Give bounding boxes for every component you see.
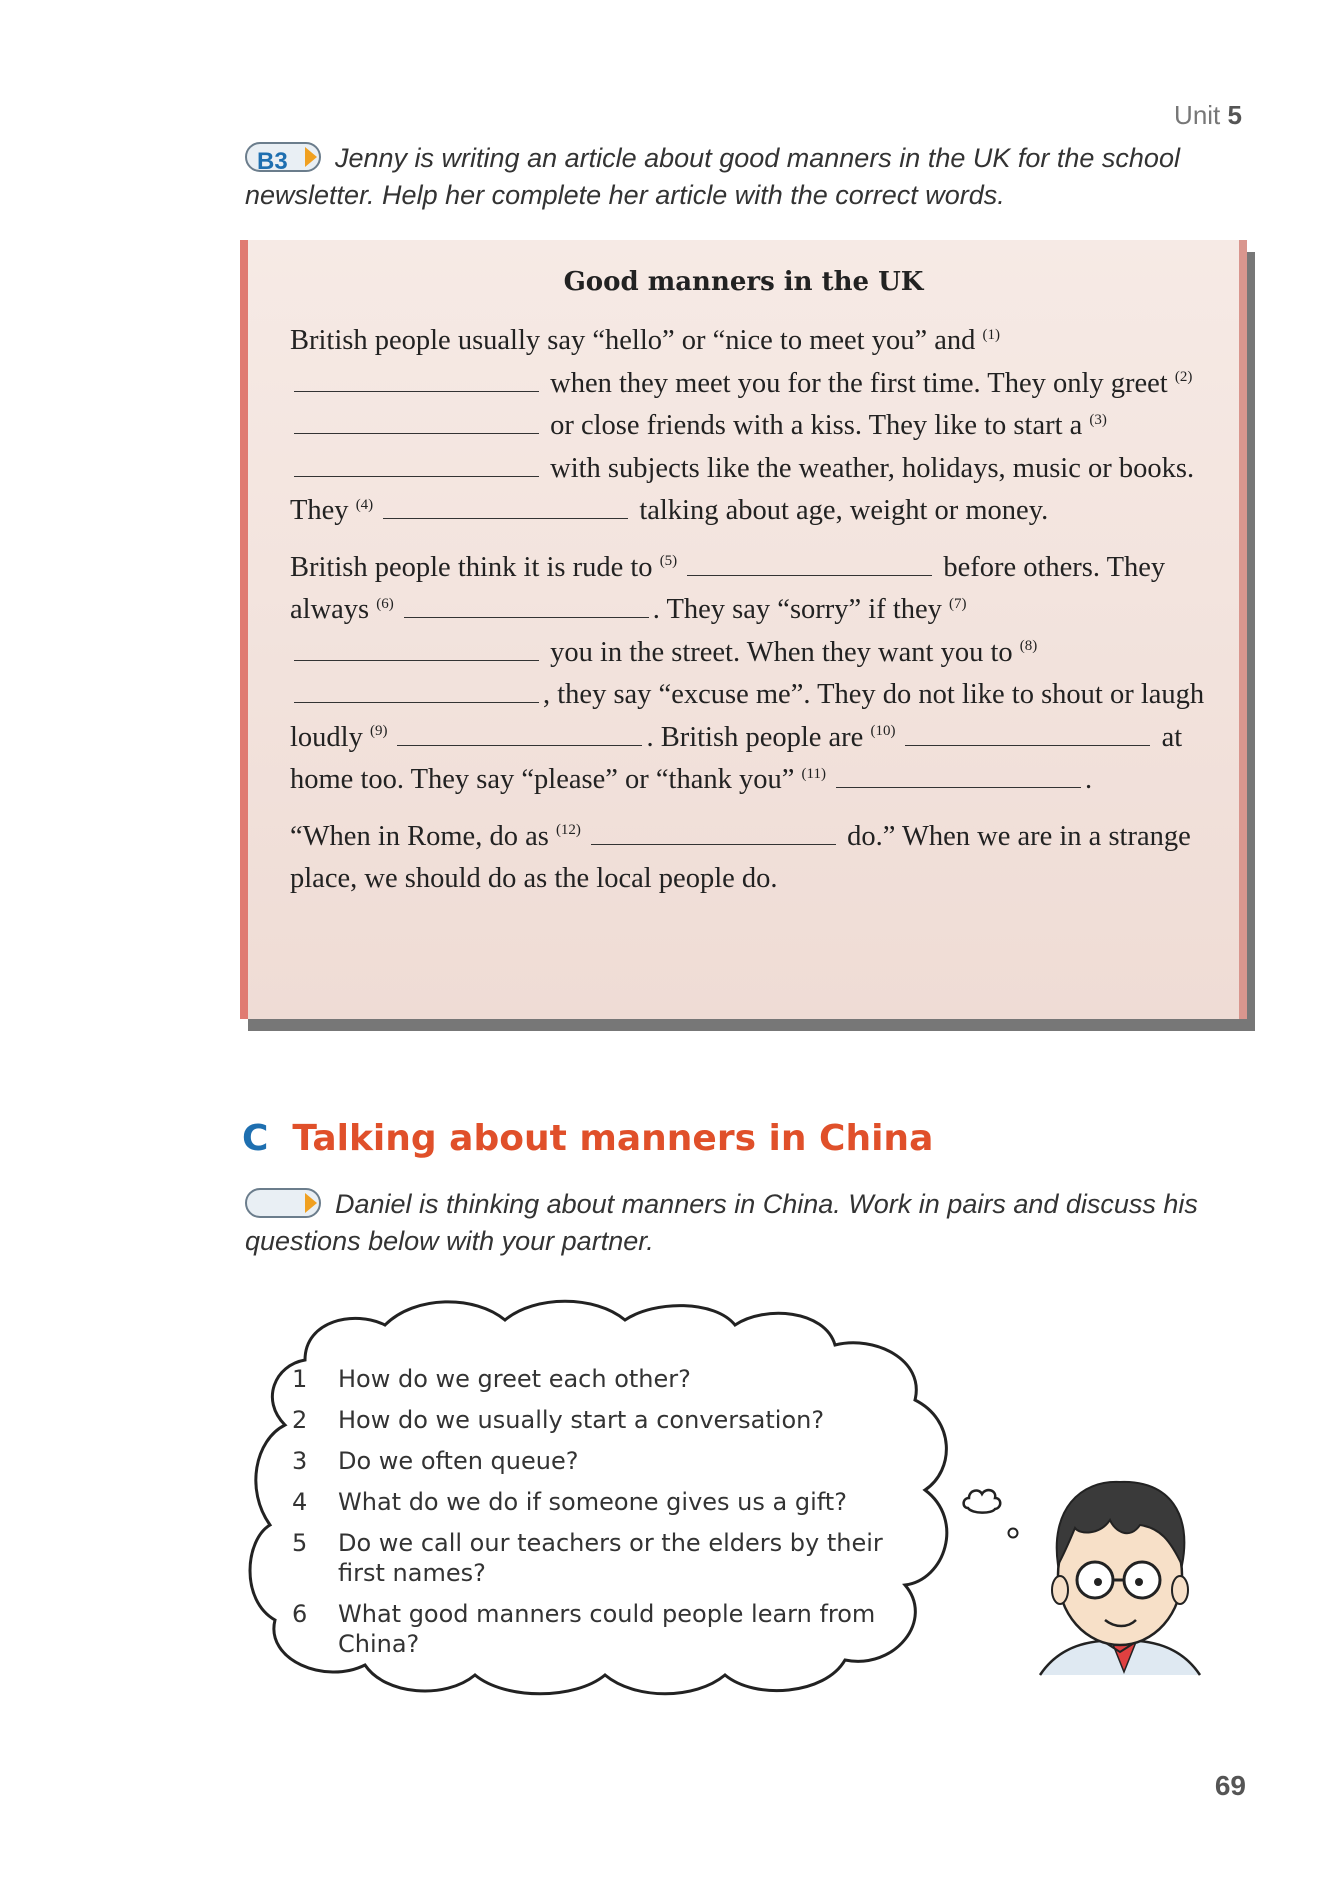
blank-number: (6)	[376, 595, 394, 612]
text-run: . British people are	[646, 721, 864, 753]
blank-8[interactable]	[294, 701, 539, 703]
question-text: Do we call our teachers or the elders by their first names?	[338, 1529, 883, 1587]
blank-number: (5)	[659, 553, 678, 569]
text-run: . They say “sorry” if they	[652, 594, 942, 625]
text-run: with subjects like the weather, holidays, music or books. They	[290, 452, 1195, 526]
blank-7[interactable]	[294, 659, 539, 661]
blank-4[interactable]	[383, 517, 628, 519]
article-box	[240, 240, 1247, 1019]
blank-number: (12)	[555, 822, 581, 838]
c-instruction	[245, 1186, 1255, 1260]
b3-instruction	[245, 140, 1255, 214]
blank-number: (2)	[1174, 369, 1193, 385]
question-item	[290, 1405, 930, 1435]
blank-9[interactable]	[397, 744, 642, 746]
blank-5[interactable]	[687, 574, 932, 576]
b3-instruction-text: Jenny is writing an article about good manners in the UK for the school newsletter. Help her complete her article with the correct words.	[245, 143, 1180, 210]
question-number: 6	[292, 1600, 308, 1628]
blank-number: (11)	[801, 765, 826, 782]
blank-number: (4)	[355, 496, 374, 513]
blank-number: (3)	[1089, 411, 1107, 428]
blank-3[interactable]	[294, 475, 539, 477]
blank-10[interactable]	[905, 744, 1150, 746]
unit-text: Unit	[1174, 100, 1221, 130]
text-run: “When in Rome, do as	[290, 820, 549, 852]
text-run: British people think it is rude to	[290, 551, 653, 583]
question-item	[290, 1487, 930, 1517]
question-number: 2	[292, 1406, 308, 1434]
text-run: British people usually say “hello” or “nice to meet you” and	[290, 325, 976, 356]
text-run: before others. They always	[290, 551, 1166, 625]
question-number: 3	[292, 1447, 308, 1475]
section-title: Talking about manners in China	[292, 1118, 934, 1159]
question-number: 1	[292, 1365, 308, 1393]
audio-badge-b3[interactable]	[245, 142, 321, 175]
blank-number: (1)	[982, 326, 1001, 343]
text-run: you in the street. When they want you to	[550, 636, 1013, 668]
article-paragraph-1	[290, 320, 1220, 533]
question-number: 5	[292, 1529, 308, 1557]
unit-number: 5	[1227, 100, 1242, 130]
text-run: talking about age, weight or money.	[639, 495, 1049, 526]
question-text: How do we usually start a conversation?	[338, 1406, 825, 1434]
small-cloud-icon	[960, 1484, 1004, 1516]
question-text: How do we greet each other?	[338, 1365, 691, 1393]
section-letter: C	[242, 1118, 269, 1159]
unit-label	[1174, 100, 1242, 131]
question-item	[290, 1599, 930, 1659]
question-number: 4	[292, 1488, 308, 1516]
article-paragraph-2	[290, 547, 1220, 802]
text-run: at home too. They say “please” or “thank you”	[290, 721, 1183, 795]
text-run: or close friends with a kiss. They like to start a	[550, 410, 1083, 441]
blank-12[interactable]	[591, 843, 836, 845]
blank-number: (8)	[1019, 638, 1038, 654]
blank-number: (9)	[369, 723, 388, 739]
blank-2[interactable]	[294, 432, 539, 434]
question-text: Do we often queue?	[338, 1447, 579, 1475]
blank-number: (10)	[870, 723, 896, 739]
c-instruction-text: Daniel is thinking about manners in China. Work in pairs and discuss his questions below with your partner.	[245, 1189, 1198, 1256]
text-run: do.” When we are in a strange place, we should do as the local people do.	[290, 820, 1191, 894]
blank-1[interactable]	[294, 390, 539, 392]
question-item	[290, 1364, 930, 1394]
blank-11[interactable]	[836, 786, 1081, 788]
blank-6[interactable]	[404, 616, 649, 618]
question-text: What do we do if someone gives us a gift?	[338, 1488, 847, 1516]
blank-number: (7)	[949, 595, 967, 612]
badge-label: B3	[257, 147, 288, 175]
question-item	[290, 1528, 930, 1588]
question-item	[290, 1446, 930, 1476]
article-body	[290, 320, 1220, 915]
text-run: , they say “excuse me”. They do not like to shout or laugh loudly	[290, 679, 1205, 753]
play-icon	[305, 147, 317, 167]
question-text: What good manners could people learn from China?	[338, 1600, 876, 1658]
question-list	[290, 1364, 930, 1670]
text-run: .	[1084, 764, 1093, 795]
article-title: Good manners in the UK	[563, 267, 924, 297]
text-run: when they meet you for the first time. They only greet	[550, 367, 1168, 399]
daniel-illustration	[1020, 1440, 1220, 1690]
section-c-heading	[242, 1118, 933, 1159]
tiny-bubble-icon	[1006, 1526, 1020, 1540]
audio-badge-c[interactable]	[245, 1188, 321, 1218]
play-icon	[305, 1193, 317, 1213]
article-paragraph-3	[290, 816, 1220, 901]
page-number: 69	[1214, 1770, 1246, 1801]
